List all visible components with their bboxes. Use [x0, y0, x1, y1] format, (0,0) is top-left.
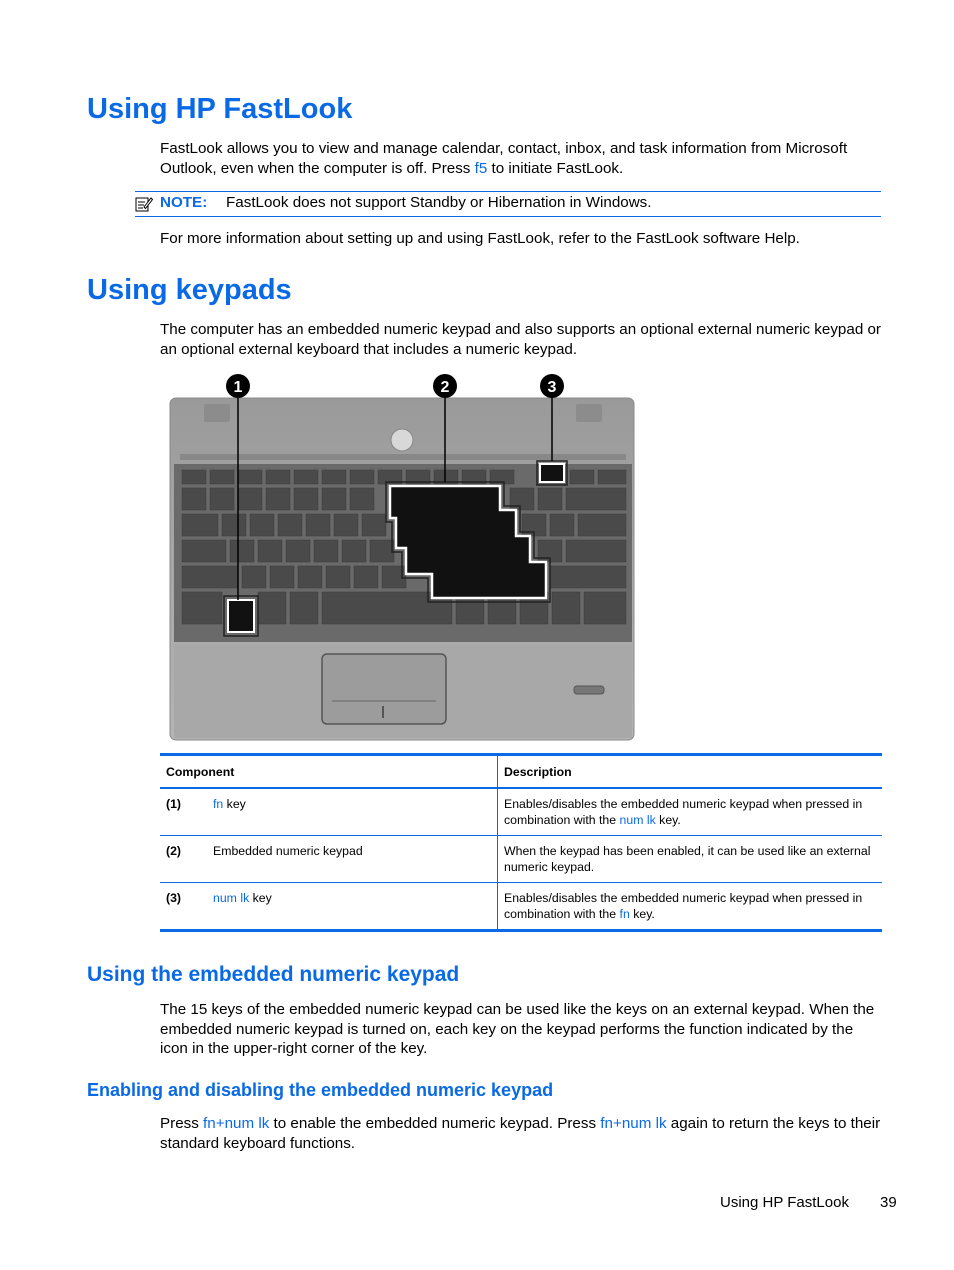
callout-1 [226, 374, 250, 398]
keypads-intro-paragraph: The computer has an embedded numeric keypad and also supports an optional external numeric keypad or an optional external keyboard that includes a numeric keypad. [160, 321, 881, 358]
note-text: FastLook does not support Standby or Hibernation in Windows. [226, 194, 652, 211]
section-title-fastlook: Using HP FastLook [87, 93, 353, 125]
header-description: Description [498, 755, 883, 788]
enabling-paragraph: Press fn+num lk to enable the embedded numeric keypad. Press fn+num lk again to return the keys to their standard keyboard functions. [160, 1115, 881, 1152]
note-pencil-icon [135, 195, 153, 213]
fn-link[interactable]: fn [619, 907, 630, 921]
num-lk-link[interactable]: num lk [619, 813, 656, 827]
callout-3-label: 3 [547, 379, 557, 396]
callout-2-label: 2 [440, 379, 450, 396]
note-box [135, 191, 881, 217]
fn-link[interactable]: fn [213, 796, 224, 811]
f5-key-link[interactable]: f5 [474, 159, 488, 177]
row-number: (1) [166, 796, 182, 811]
table-row [160, 788, 882, 836]
embedded-keypad-paragraph: The 15 keys of the embedded numeric keypad can be used like the keys on an external keypad. When the embedded numeric keypad is turned on, each key on the keypad performs the function indicated by the icon in the upper-right corner of the key. [160, 1001, 875, 1057]
table-header-row [160, 755, 882, 788]
row-description: Enables/disables the embedded numeric keypad when pressed in combination with the fn key. [498, 882, 883, 930]
row-component: num lk key [207, 882, 498, 930]
row-description: Enables/disables the embedded numeric keypad when pressed in combination with the num lk key. [498, 788, 883, 836]
page-number: 39 [880, 1194, 897, 1211]
fastlook-help-paragraph: For more information about setting up and using FastLook, refer to the FastLook software Help. [160, 230, 800, 247]
row-number: (2) [160, 835, 207, 882]
component-table [160, 753, 882, 932]
section-title-keypads: Using keypads [87, 274, 292, 306]
fn-num-lk-link[interactable]: fn+num lk [600, 1115, 667, 1132]
footer-label: Using HP FastLook [720, 1194, 849, 1211]
row-component: fn key [213, 796, 246, 811]
row-number: (3) [160, 882, 207, 930]
fastlook-intro-paragraph: FastLook allows you to view and manage calendar, contact, inbox, and task information from Microsoft Outlook, even when the computer is off. Press f5 to initiate FastLook. [160, 140, 848, 177]
callout-1-label: 1 [233, 379, 243, 396]
table-row [160, 835, 882, 882]
row-description: When the keypad has been enabled, it can be used like an external numeric keypad. [498, 835, 883, 882]
section-title-enabling: Enabling and disabling the embedded numeric keypad [87, 1080, 554, 1100]
num-lk-link[interactable]: num lk [213, 890, 250, 905]
fn-num-lk-link[interactable]: fn+num lk [203, 1115, 270, 1132]
callout-3 [540, 374, 564, 398]
row-component: Embedded numeric keypad [207, 835, 498, 882]
callout-2 [433, 374, 457, 398]
section-title-embedded-keypad: Using the embedded numeric keypad [87, 963, 460, 986]
keyboard-figure [160, 368, 650, 742]
header-component: Component [160, 755, 498, 788]
table-row [160, 882, 882, 930]
note-label: NOTE: [160, 194, 208, 211]
